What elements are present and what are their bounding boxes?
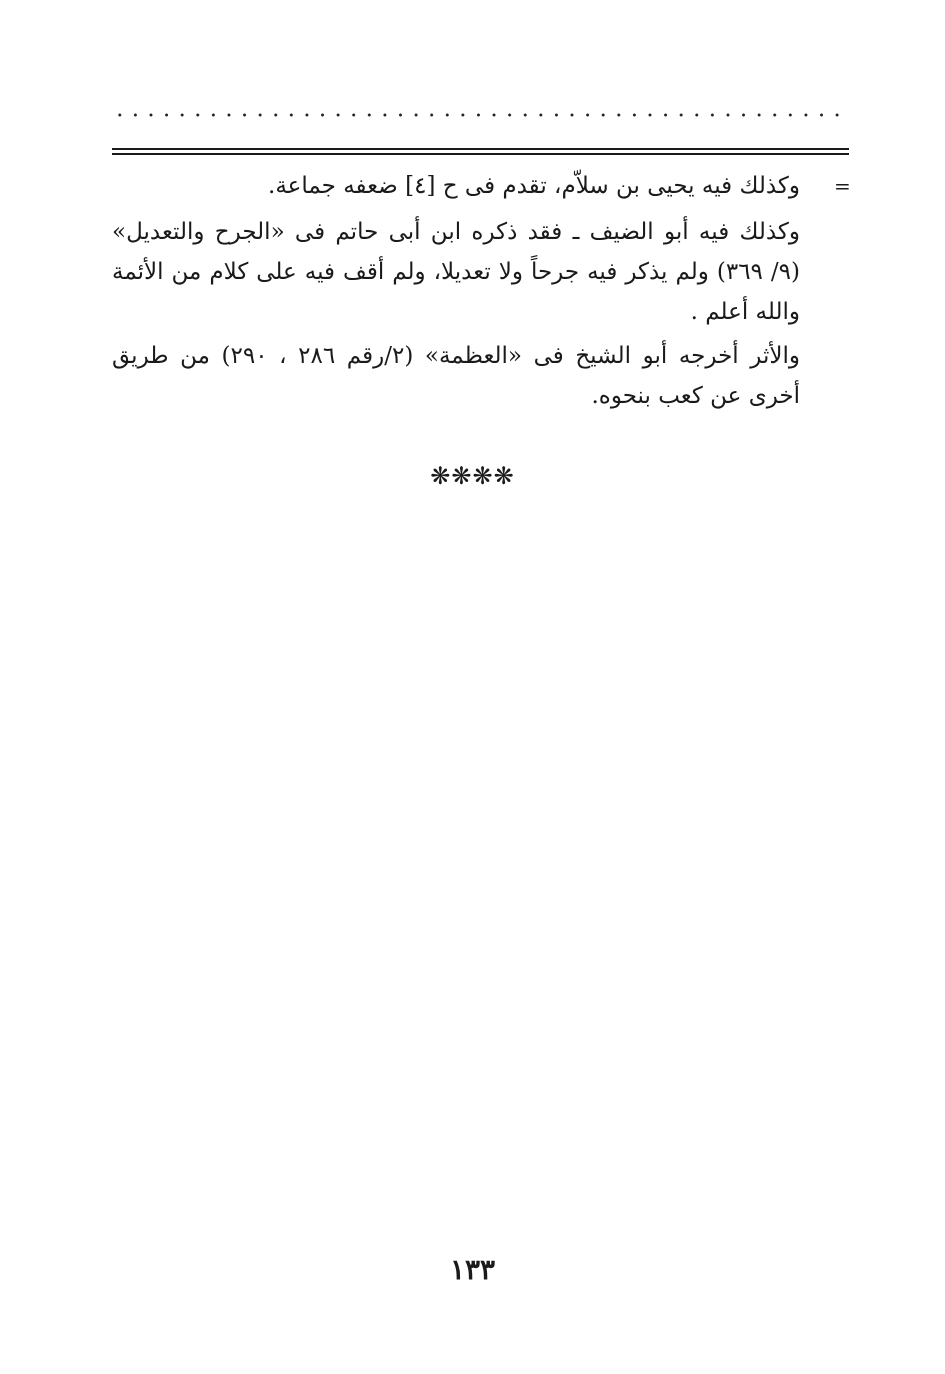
dotted-separator-rule: [112, 112, 847, 118]
footnote-paragraph-3: والأثر أخرجه أبو الشيخ فى «العظمة» (٢/رقم ٢٨٦ ، ٢٩٠) من طريق أخرى عن كعب بنحوه.: [112, 343, 800, 409]
section-end-ornament: ❋❋❋❋: [430, 462, 515, 490]
footnote-double-rule: [112, 148, 849, 155]
page-number: ١٣٣: [449, 1253, 496, 1286]
footnote-line-1: وكذلك فيه يحيى بن سلاّم، تقدم فى ح [٤] ضعفه جماعة.: [268, 173, 800, 199]
footnote-paragraph-2: وكذلك فيه أبو الضيف ـ فقد ذكره ابن أبى حاتم فى «الجرح والتعديل» (٩/ ٣٦٩) ولم يذكر فيه جرحاً ولا تعديلا، ولم أقف فيه على كلام من الأئمة والله أعلم .: [112, 219, 800, 325]
footnote-continuation-mark: =: [834, 174, 851, 198]
